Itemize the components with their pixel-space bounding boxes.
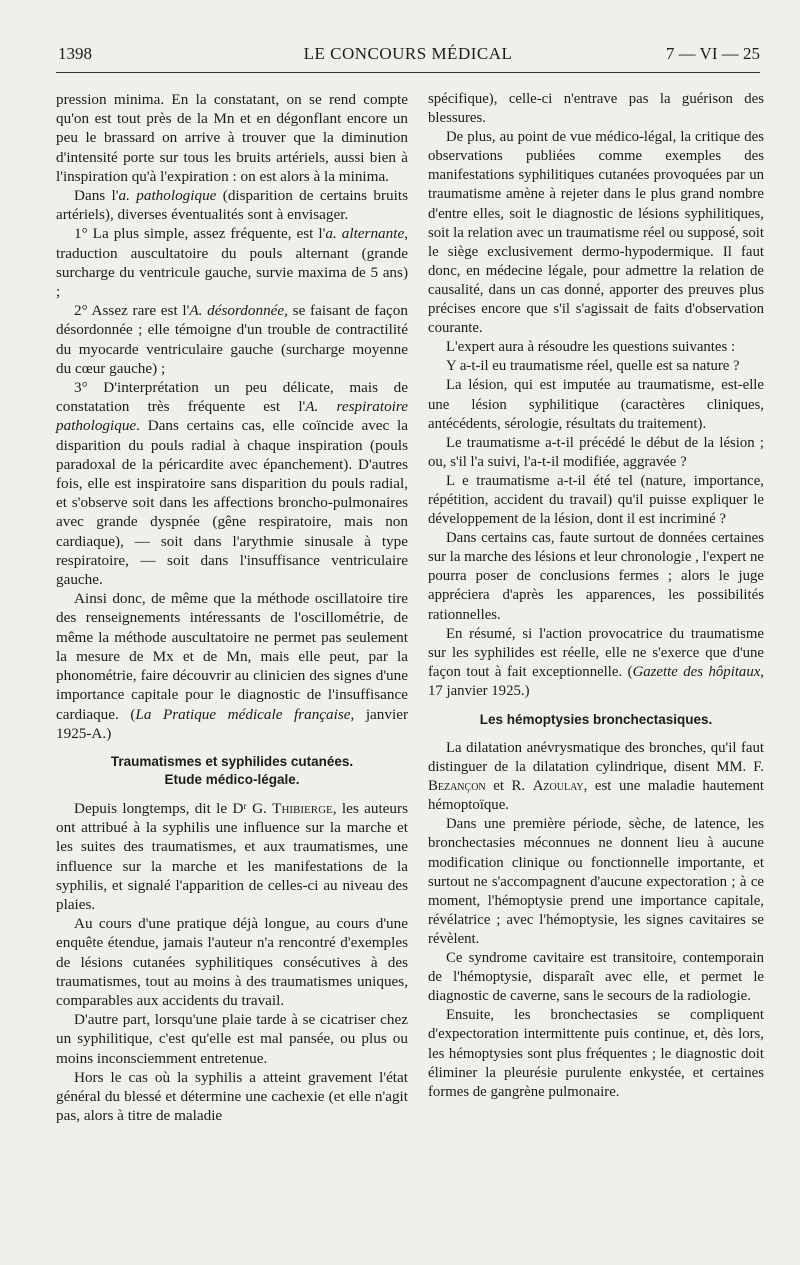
page-header xyxy=(56,44,760,74)
paragraph: 2° Assez rare est l'A. désordonnée, se faisant de façon désordonnée ; elle témoigne d'un trouble de contractilité du myocarde ventriculaire gauche (surcharge moyenne du cœur gauche) ; xyxy=(56,302,408,377)
paragraph: Ensuite, les bronchectasies se compliquent d'expectoration intermittente puis continue, et, dès lors, les hémoptysies sont plus fréquentes ; le diagnostic doit éliminer la pleurésie purulente enkystée, et certaines formes de gangrène pulmonaire. xyxy=(428,1007,764,1100)
paragraph: Y a-t-il eu traumatisme réel, quelle est sa nature ? xyxy=(446,358,740,375)
paragraph: Dans l'a. pathologique (disparition de certains bruits artériels), diverses éventualités sont à envisager. xyxy=(56,187,408,224)
paragraph: pression minima. En la constatant, on se rend compte qu'on est tout près de la Mn et en dégonflant encore un peu le brassard on arrive à trouver que la diminution d'intensité porte sur tous les bruits artériels, aussi bien à l'inspiration qu'à l'expiration : on est alors à la minima. xyxy=(56,91,408,185)
paragraph: Hors le cas où la syphilis a atteint gravement l'état général du blessé et détermine une cachexie (et elle n'agit pas, alors à titre de maladie xyxy=(56,1068,408,1125)
paragraph: Depuis longtemps, dit le Dʳ G. Thibierge, les auteurs ont attribué à la syphilis une influence sur la marche et les suites des traumatismes, et aux traumatismes, une influence sur la marche et les manifestations de la syphilis, et signalé l'apparition de celles-ci au niveau des plaies. xyxy=(56,799,408,913)
header-rule xyxy=(56,72,760,73)
paragraph: De plus, au point de vue médico-légal, la critique des observations publiées comme exemples des manifestations syphilitiques cutanées provoquées par un traumatisme amène à rejeter dans le plus grand nombre d'entre elles, soit le diagnostic de lésions syphilitiques, soit la relation avec un traumatisme réel ou supposé, soit le siège exclusivement dermo-hypodermique. Il faut donc, en médecine légale, pour admettre la relation de causalité, dans un cas donné, apporter des preuves plus précises encore que s'il s'agissait de faits d'observation courante. xyxy=(428,129,764,337)
paragraph: L e traumatisme a-t-il été tel (nature, importance, répétition, accident du travail) qu'il puisse expliquer le développement de la lésion, dont il est incriminé ? xyxy=(428,472,764,528)
paragraph: D'autre part, lorsqu'une plaie tarde à se cicatriser chez un syphilitique, c'est qu'elle est mal pansée, ou plus ou moins inconsciemment entretenue. xyxy=(56,1011,408,1067)
section-heading-hemoptysies: Les hémoptysies bronchectasiques. xyxy=(479,712,713,727)
left-column xyxy=(56,90,408,1125)
paragraph: Ainsi donc, de même que la méthode oscillatoire tire des renseignements intéressants de l'oscillométrie, de même la méthode auscultatoire ne permet pas seulement la mesure de Mx et de Mn, mais elle peut, par la phonométrie, faire découvrir au clinicien des signes d'une importance capitale pour le diagnostic de l'insuffisance cardiaque. (La Pratique médicale française, janvier 1925-A.) xyxy=(56,590,409,742)
journal-title: LE CONCOURS MÉDICAL xyxy=(303,44,513,63)
paragraph: spécifique), celle-ci n'entrave pas la guérison des blessures. xyxy=(428,91,764,127)
paragraph: 1° La plus simple, assez fréquente, est l'a. alternante, traduction auscultatoire du pouls alternant (grande surcharge du ventricule gauche, survie maxima de 5 ans) ; xyxy=(56,225,408,301)
paragraph: La lésion, qui est imputée au traumatisme, est-elle une lésion syphilitique (caractères cliniques, antécédents, sérologie, résultats du traitement). xyxy=(428,377,764,432)
right-column xyxy=(428,90,764,1102)
paragraph: Au cours d'une pratique déjà longue, au cours d'une enquête étendue, jamais l'auteur n'a rencontré d'exemples de lésions cutanées syphilitiques consécutives à des traumatismes, tout au moins à des traumatismes uniques, comparables aux accidents du travail. xyxy=(56,915,408,1009)
paragraph: En résumé, si l'action provocatrice du traumatisme sur les syphilides est réelle, elle ne s'exerce que d'une façon tout à fait exceptionnelle. (Gazette des hôpitaux, 17 janvier 1925.) xyxy=(428,625,764,699)
paragraph: Dans une première période, sèche, de latence, les bronchectasies méconnues ne donnent lieu à aucune modification clinique ou fonctionnelle importante, et surtout ne s'accompagnent d'aucune expectoration ; à ce moment, l'hémoptysie prend une importance capitale, révélatrice ; avec l'hémoptysie, les signes cavitaires se révèlent. xyxy=(428,816,764,947)
paragraph: Dans certains cas, faute surtout de données certaines sur la marche des lésions et leur chronologie , l'expert ne pourra poser de conclusions fermes ; alors le juge appréciera d'après les apparences, les possibilités rationnelles. xyxy=(428,530,764,623)
paragraph: 3° D'interprétation un peu délicate, mais de constatation très fréquente est l'A. respiratoire pathologique. Dans certains cas, elle coïncide avec la disparition du pouls radial à chaque inspiration (pouls paradoxal de la péricardite avec épanchement). D'autres fois, elle est inspiratoire sans disparition du pouls radial, et s'observe soit dans les affections broncho-pulmonaires avec grande dyspnée (gêne respiratoire, mais non cardiaque), — soit dans l'arythmie sinusale à type respiratoire, — soit dans l'insuffisance ventriculaire gauche. xyxy=(56,379,408,589)
page-number: 1398 xyxy=(58,44,92,63)
paragraph: La dilatation anévrysmatique des bronches, qu'il faut distinguer de la dilatation cylindrique, disent MM. F. Bezançon et R. Azoulay, est une maladie hautement hémoptoïque. xyxy=(428,740,764,814)
issue-date: 7 — VI — 25 xyxy=(665,44,760,63)
section-heading-traumatismes: Traumatismes et syphilides cutanées. Etude médico-légale. xyxy=(110,753,354,787)
paragraph: Ce syndrome cavitaire est transitoire, contemporain de l'hémoptysie, disparaît avec elle, et permet le diagnostic de caverne, sans le secours de la radiologie. xyxy=(428,950,764,1005)
paragraph: L'expert aura à résoudre les questions suivantes : xyxy=(446,339,736,356)
paragraph: Le traumatisme a-t-il précédé le début de la lésion ; ou, s'il l'a suivi, l'a-t-il modifiée, aggravée ? xyxy=(428,434,764,470)
